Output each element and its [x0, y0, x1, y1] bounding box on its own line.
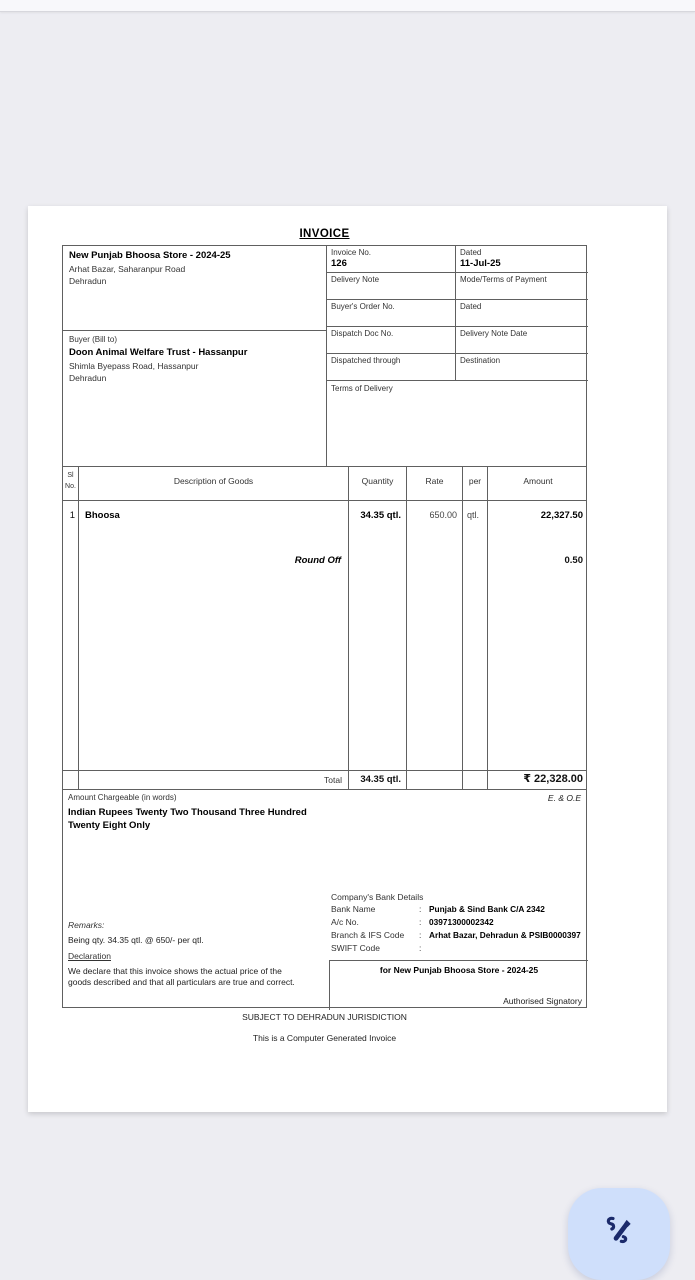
- swift-code-label: SWIFT Code: [331, 943, 380, 953]
- bank-colon: :: [419, 943, 422, 953]
- header-sl-no: [63, 471, 78, 492]
- terms-of-delivery-label: Terms of Delivery: [331, 384, 393, 393]
- signature-for-text: for New Punjab Bhoosa Store - 2024-25: [379, 965, 539, 975]
- header-rate: Rate: [425, 476, 444, 486]
- column-quantity: [349, 467, 407, 789]
- bank-colon: :: [419, 930, 422, 940]
- seller-details: [63, 246, 327, 331]
- header-no: No.: [65, 482, 76, 490]
- header-description: Description of Goods: [173, 476, 254, 486]
- dated-cell: [456, 246, 588, 272]
- remarks-label: Remarks:: [68, 920, 105, 930]
- status-bar-strip: [0, 0, 695, 12]
- payment-mode-cell: [456, 273, 588, 299]
- bank-row-name: [331, 903, 586, 916]
- signature-pen-icon: [599, 1214, 639, 1255]
- account-no-value: 03971300002342: [429, 917, 494, 927]
- invoice-no-cell: [327, 246, 456, 272]
- buyer-address-line2: Dehradun: [69, 373, 107, 384]
- dated-value: 11-Jul-25: [460, 258, 501, 269]
- delivery-note-cell: [327, 273, 456, 299]
- bank-details-title: Company's Bank Details: [331, 892, 424, 902]
- signature-box: [329, 960, 588, 1010]
- header-per: per: [468, 476, 482, 486]
- buyers-order-label: Buyer's Order No.: [331, 302, 395, 311]
- jurisdiction-text: SUBJECT TO DEHRADUN JURISDICTION: [242, 1012, 407, 1022]
- computer-generated-text: This is a Computer Generated Invoice: [252, 1033, 397, 1043]
- delivery-note-label: Delivery Note: [331, 275, 380, 284]
- signature-fab-button[interactable]: [568, 1188, 670, 1280]
- order-dated-label: Dated: [460, 302, 482, 311]
- header-sl: Sl: [67, 472, 74, 479]
- column-description: [79, 467, 349, 789]
- total-quantity-value: 34.35 qtl.: [360, 774, 401, 785]
- buyer-details: [63, 331, 327, 466]
- seller-address-line2: Dehradun: [69, 276, 107, 287]
- eoe-label: E. & O.E: [547, 793, 581, 803]
- column-rate: [407, 467, 463, 789]
- dated-label: Dated: [460, 248, 482, 257]
- column-per: [463, 467, 488, 789]
- declaration-text: We declare that this invoice shows the actual price of the goods described and that all particulars are true and correct.: [68, 966, 295, 988]
- terms-of-delivery-cell: [327, 381, 588, 466]
- round-off-label: Round Off: [294, 555, 341, 566]
- authorised-signatory-label: Authorised Signatory: [503, 996, 582, 1006]
- branch-ifs-value: Arhat Bazar, Dehradun & PSIB0000397: [429, 930, 581, 940]
- buyer-label: Buyer (Bill to): [69, 335, 118, 344]
- table-header-divider: [63, 500, 586, 501]
- invoice-header-section: [63, 246, 586, 466]
- dispatched-through-cell: [327, 354, 456, 380]
- total-amount-value: ₹ 22,328.00: [523, 773, 583, 785]
- bank-name-value: Punjab & Sind Bank C/A 2342: [429, 904, 545, 914]
- row-quantity-value: 34.35 qtl.: [360, 510, 401, 521]
- invoice-footer-section: [63, 789, 586, 1009]
- bank-colon: :: [419, 904, 422, 914]
- amount-in-words: Indian Rupees Twenty Two Thousand Three Hundred Twenty Eight Only: [68, 807, 307, 831]
- column-amount: [488, 467, 588, 789]
- invoice-title: INVOICE: [299, 228, 350, 240]
- order-dated-cell: [456, 300, 588, 326]
- remarks-text: Being qty. 34.35 qtl. @ 650/- per qtl.: [68, 935, 204, 945]
- buyers-order-cell: [327, 300, 456, 326]
- bank-row-account: [331, 916, 586, 929]
- row-rate-value: 650.00: [429, 510, 457, 520]
- invoice-document-page: [28, 206, 667, 1112]
- invoice-no-label: Invoice No.: [331, 248, 372, 257]
- buyer-address-line1: Shimla Byepass Road, Hassanpur: [69, 361, 199, 371]
- meta-row-dispatched-through: [327, 354, 588, 381]
- delivery-note-date-label: Delivery Note Date: [460, 329, 528, 338]
- round-off-amount: 0.50: [564, 555, 583, 566]
- bank-details-block: [331, 892, 586, 955]
- column-sl-no: [63, 467, 79, 789]
- row-sl-value: 1: [69, 510, 75, 521]
- bank-colon: :: [419, 917, 422, 927]
- dispatched-through-label: Dispatched through: [331, 356, 401, 365]
- seller-address-line1: Arhat Bazar, Saharanpur Road: [69, 264, 186, 274]
- bank-row-branch-ifs: [331, 929, 586, 942]
- seller-name: New Punjab Bhoosa Store - 2024-25: [69, 250, 231, 261]
- branch-ifs-label: Branch & IFS Code: [331, 930, 405, 940]
- row-per-value: qtl.: [467, 510, 480, 520]
- dispatch-doc-cell: [327, 327, 456, 353]
- dispatch-doc-label: Dispatch Doc No.: [331, 329, 394, 338]
- header-amount: Amount: [523, 476, 553, 486]
- total-label: Total: [324, 775, 342, 785]
- header-quantity: Quantity: [361, 476, 394, 486]
- invoice-frame: [62, 245, 587, 1008]
- meta-row-delivery-note: [327, 273, 588, 300]
- table-total-divider: [63, 770, 586, 771]
- declaration-label: Declaration: [68, 951, 111, 961]
- bank-name-label: Bank Name: [331, 904, 376, 914]
- items-table: [63, 466, 586, 789]
- account-no-label: A/c No.: [331, 917, 359, 927]
- meta-row-invoice-no-dated: [327, 246, 588, 273]
- meta-row-dispatch-doc: [327, 327, 588, 354]
- row-amount-value: 22,327.50: [540, 510, 583, 521]
- delivery-note-date-cell: [456, 327, 588, 353]
- bank-row-swift: [331, 942, 586, 955]
- amount-chargeable-label: Amount Chargeable (in words): [68, 793, 177, 802]
- row-description-value: Bhoosa: [85, 510, 120, 521]
- buyer-name: Doon Animal Welfare Trust - Hassanpur: [69, 347, 248, 358]
- destination-label: Destination: [460, 356, 501, 365]
- meta-row-buyers-order: [327, 300, 588, 327]
- destination-cell: [456, 354, 588, 380]
- invoice-no-value: 126: [331, 258, 347, 269]
- payment-mode-label: Mode/Terms of Payment: [460, 275, 547, 284]
